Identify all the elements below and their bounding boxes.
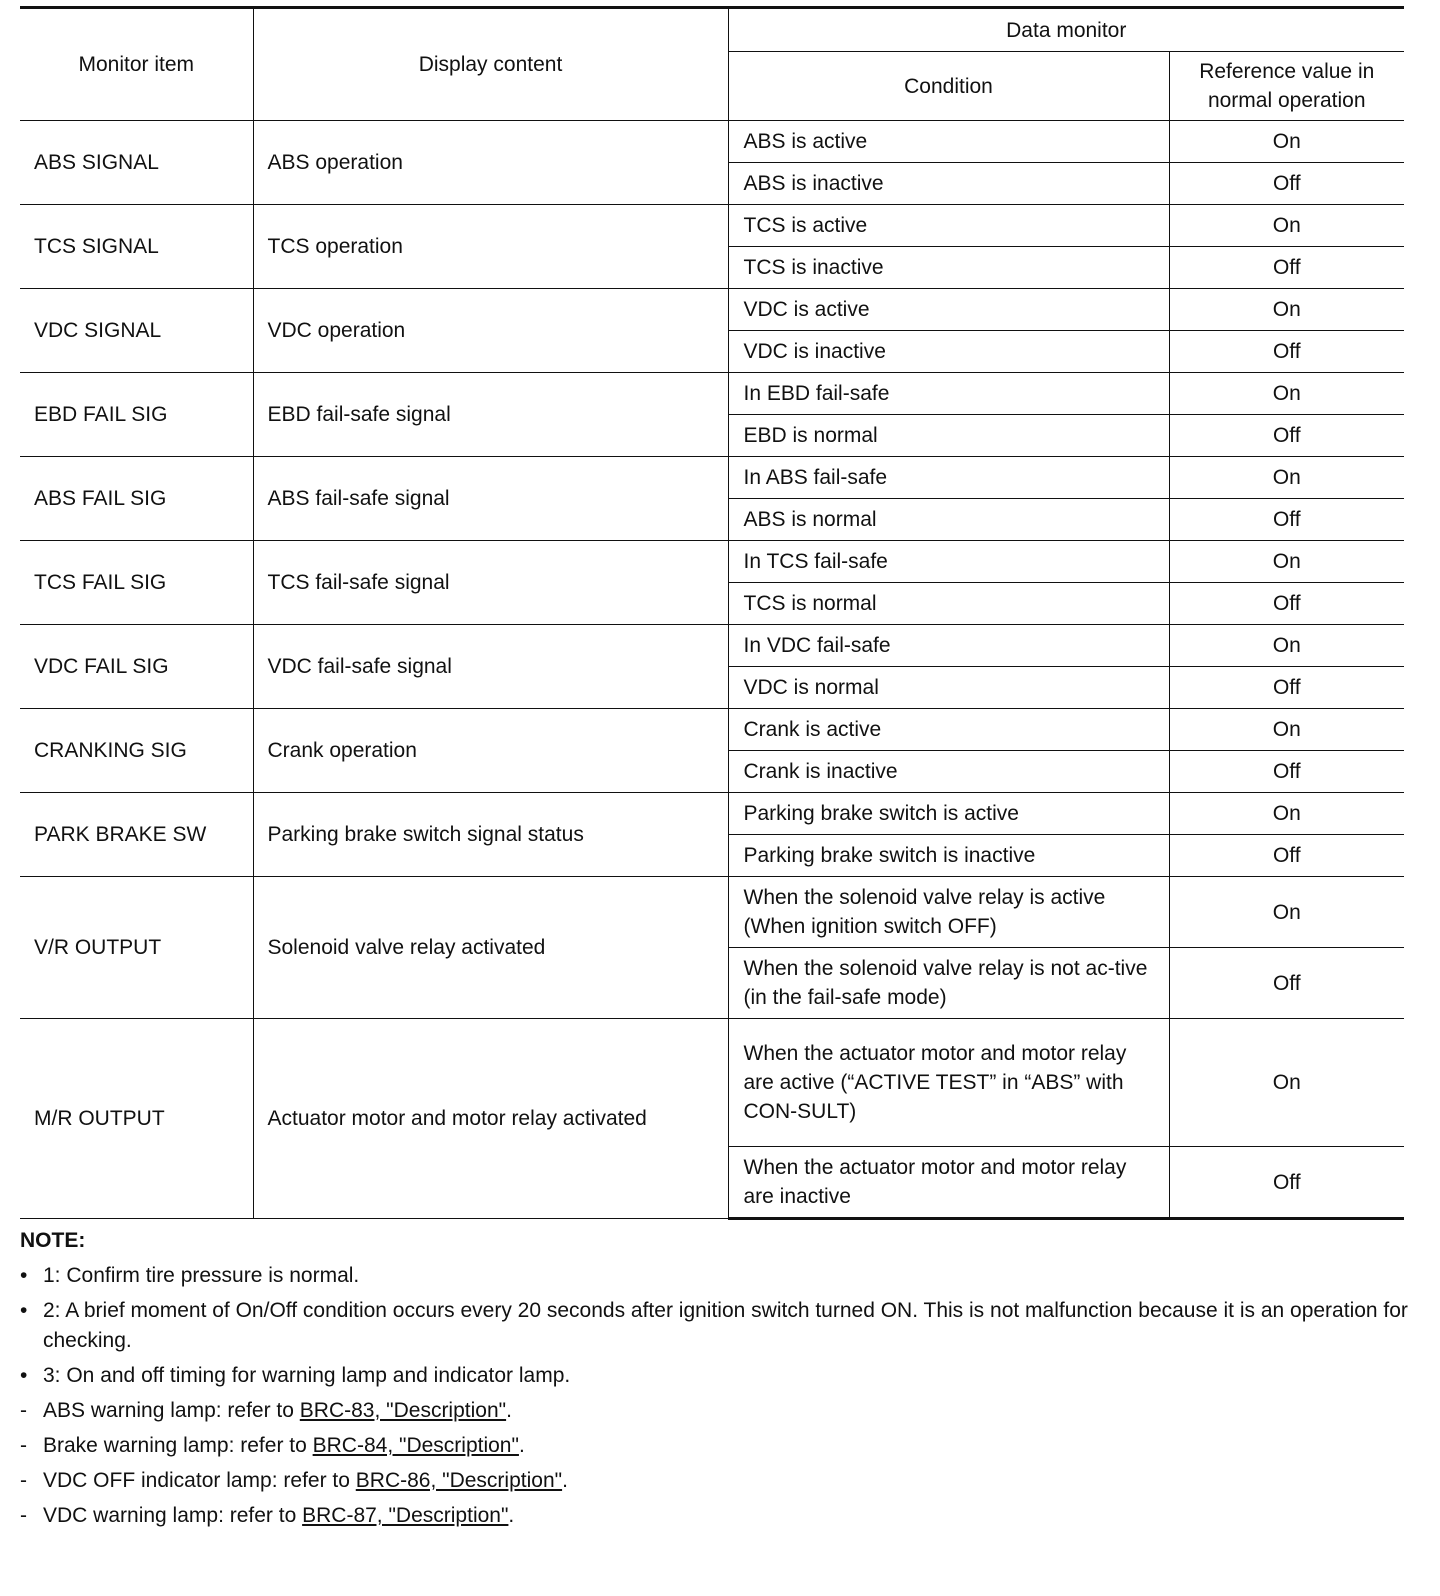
header-display-content: Display content xyxy=(253,8,728,121)
data-monitor-table xyxy=(20,6,1404,1220)
note-ref xyxy=(20,1501,1410,1531)
note-ref xyxy=(20,1396,1410,1426)
monitor-item-abs-signal: ABS SIGNAL xyxy=(20,121,253,205)
reference-value-cell: Off xyxy=(1169,835,1404,877)
note-ref-text: Brake warning lamp: refer to xyxy=(43,1434,313,1457)
dash-mark: - xyxy=(20,1434,27,1457)
reference-value-cell: On xyxy=(1169,541,1404,583)
monitor-item-abs-fail-sig: ABS FAIL SIG xyxy=(20,457,253,541)
condition-cell: ABS is active xyxy=(728,121,1169,163)
reference-value-cell: Off xyxy=(1169,667,1404,709)
condition-cell: ABS is inactive xyxy=(728,163,1169,205)
display-content: ABS fail-safe signal xyxy=(253,457,728,541)
note-ref-end: . xyxy=(562,1469,568,1492)
display-content: VDC operation xyxy=(253,289,728,373)
monitor-item-ebd-fail-sig: EBD FAIL SIG xyxy=(20,373,253,457)
reference-value-cell: On xyxy=(1169,877,1404,948)
brc-84-description-link[interactable]: BRC-84, "Description" xyxy=(312,1434,519,1457)
note-ref-text: ABS warning lamp: refer to xyxy=(43,1399,300,1422)
reference-value-cell: Off xyxy=(1169,499,1404,541)
condition-cell: TCS is inactive xyxy=(728,247,1169,289)
display-content: EBD fail-safe signal xyxy=(253,373,728,457)
display-content: TCS operation xyxy=(253,205,728,289)
monitor-item-mr-output: M/R OUTPUT xyxy=(20,1019,253,1219)
display-content: VDC fail-safe signal xyxy=(253,625,728,709)
reference-value-cell: Off xyxy=(1169,415,1404,457)
condition-cell: ABS is normal xyxy=(728,499,1169,541)
reference-value-cell: Off xyxy=(1169,1147,1404,1219)
note-ref-end: . xyxy=(506,1399,512,1422)
reference-value-cell: On xyxy=(1169,457,1404,499)
reference-value-cell: Off xyxy=(1169,163,1404,205)
monitor-item-park-brake-sw: PARK BRAKE SW xyxy=(20,793,253,877)
condition-cell: In TCS fail-safe xyxy=(728,541,1169,583)
display-content: Parking brake switch signal status xyxy=(253,793,728,877)
condition-cell: VDC is normal xyxy=(728,667,1169,709)
display-content: Solenoid valve relay activated xyxy=(253,877,728,1019)
monitor-item-cranking-sig: CRANKING SIG xyxy=(20,709,253,793)
reference-value-cell: On xyxy=(1169,205,1404,247)
condition-cell: In EBD fail-safe xyxy=(728,373,1169,415)
reference-value-cell: Off xyxy=(1169,751,1404,793)
reference-value-cell: Off xyxy=(1169,331,1404,373)
note-ref xyxy=(20,1431,1410,1461)
brc-83-description-link[interactable]: BRC-83, "Description" xyxy=(299,1399,507,1422)
reference-value-cell: On xyxy=(1169,625,1404,667)
reference-value-cell: On xyxy=(1169,1019,1404,1147)
condition-cell: TCS is active xyxy=(728,205,1169,247)
note-title: NOTE: xyxy=(20,1229,86,1252)
condition-cell: Crank is active xyxy=(728,709,1169,751)
note-bullet xyxy=(20,1296,1410,1356)
note-bullet xyxy=(20,1261,1410,1291)
condition-cell: In ABS fail-safe xyxy=(728,457,1169,499)
monitor-item-tcs-fail-sig: TCS FAIL SIG xyxy=(20,541,253,625)
condition-cell: Parking brake switch is inactive xyxy=(728,835,1169,877)
note-ref-end: . xyxy=(508,1504,515,1527)
notes-section xyxy=(20,1226,1410,1536)
note-text: 3: On and off timing for warning lamp and indicator lamp. xyxy=(43,1364,571,1387)
condition-cell: TCS is normal xyxy=(728,583,1169,625)
condition-cell: VDC is active xyxy=(728,289,1169,331)
bullet-mark: • xyxy=(20,1264,28,1287)
note-ref-text: VDC OFF indicator lamp: refer to xyxy=(43,1469,356,1492)
brc-86-description-link[interactable]: BRC-86, "Description" xyxy=(355,1469,563,1492)
condition-cell: When the actuator motor and motor relay are inactive xyxy=(728,1147,1169,1219)
note-ref-end: . xyxy=(518,1434,525,1457)
display-content: Crank operation xyxy=(253,709,728,793)
reference-value-cell: On xyxy=(1169,121,1404,163)
display-content: Actuator motor and motor relay activated xyxy=(253,1019,728,1219)
note-text: 1: Confirm tire pressure is normal. xyxy=(43,1264,360,1287)
display-content: TCS fail-safe signal xyxy=(253,541,728,625)
brc-87-description-link[interactable]: BRC-87, "Description" xyxy=(302,1504,509,1527)
condition-cell: Crank is inactive xyxy=(728,751,1169,793)
condition-cell: Parking brake switch is active xyxy=(728,793,1169,835)
dash-mark: - xyxy=(20,1504,27,1527)
reference-value-cell: Off xyxy=(1169,948,1404,1019)
reference-value-cell: On xyxy=(1169,793,1404,835)
reference-value-cell: On xyxy=(1169,373,1404,415)
condition-cell: When the solenoid valve relay is not ac-tive (in the fail-safe mode) xyxy=(728,948,1169,1019)
monitor-item-vdc-fail-sig: VDC FAIL SIG xyxy=(20,625,253,709)
condition-cell: EBD is normal xyxy=(728,415,1169,457)
condition-cell: VDC is inactive xyxy=(728,331,1169,373)
header-monitor-item: Monitor item xyxy=(20,8,253,121)
header-condition: Condition xyxy=(728,52,1169,121)
monitor-item-vdc-signal: VDC SIGNAL xyxy=(20,289,253,373)
monitor-item-vr-output: V/R OUTPUT xyxy=(20,877,253,1019)
header-reference-value: Reference value in normal operation xyxy=(1169,52,1404,121)
reference-value-cell: On xyxy=(1169,709,1404,751)
note-ref-text: VDC warning lamp: refer to xyxy=(43,1504,303,1527)
condition-cell: When the actuator motor and motor relay are active (“ACTIVE TEST” in “ABS” with CON-SULT) xyxy=(728,1019,1169,1147)
note-bullet xyxy=(20,1361,1410,1391)
display-content: ABS operation xyxy=(253,121,728,205)
condition-cell: When the solenoid valve relay is active (When ignition switch OFF) xyxy=(728,877,1169,948)
condition-cell: In VDC fail-safe xyxy=(728,625,1169,667)
reference-value-cell: On xyxy=(1169,289,1404,331)
bullet-mark: • xyxy=(20,1364,28,1387)
bullet-mark: • xyxy=(20,1299,28,1322)
dash-mark: - xyxy=(20,1399,27,1422)
note-text: 2: A brief moment of On/Off condition occurs every 20 seconds after ignition switch turned ON. This is not malfunction because it is an operation for checking. xyxy=(43,1299,1408,1352)
note-ref xyxy=(20,1466,1410,1496)
monitor-item-tcs-signal: TCS SIGNAL xyxy=(20,205,253,289)
reference-value-cell: Off xyxy=(1169,583,1404,625)
reference-value-cell: Off xyxy=(1169,247,1404,289)
header-data-monitor: Data monitor xyxy=(728,8,1404,52)
dash-mark: - xyxy=(20,1469,27,1492)
